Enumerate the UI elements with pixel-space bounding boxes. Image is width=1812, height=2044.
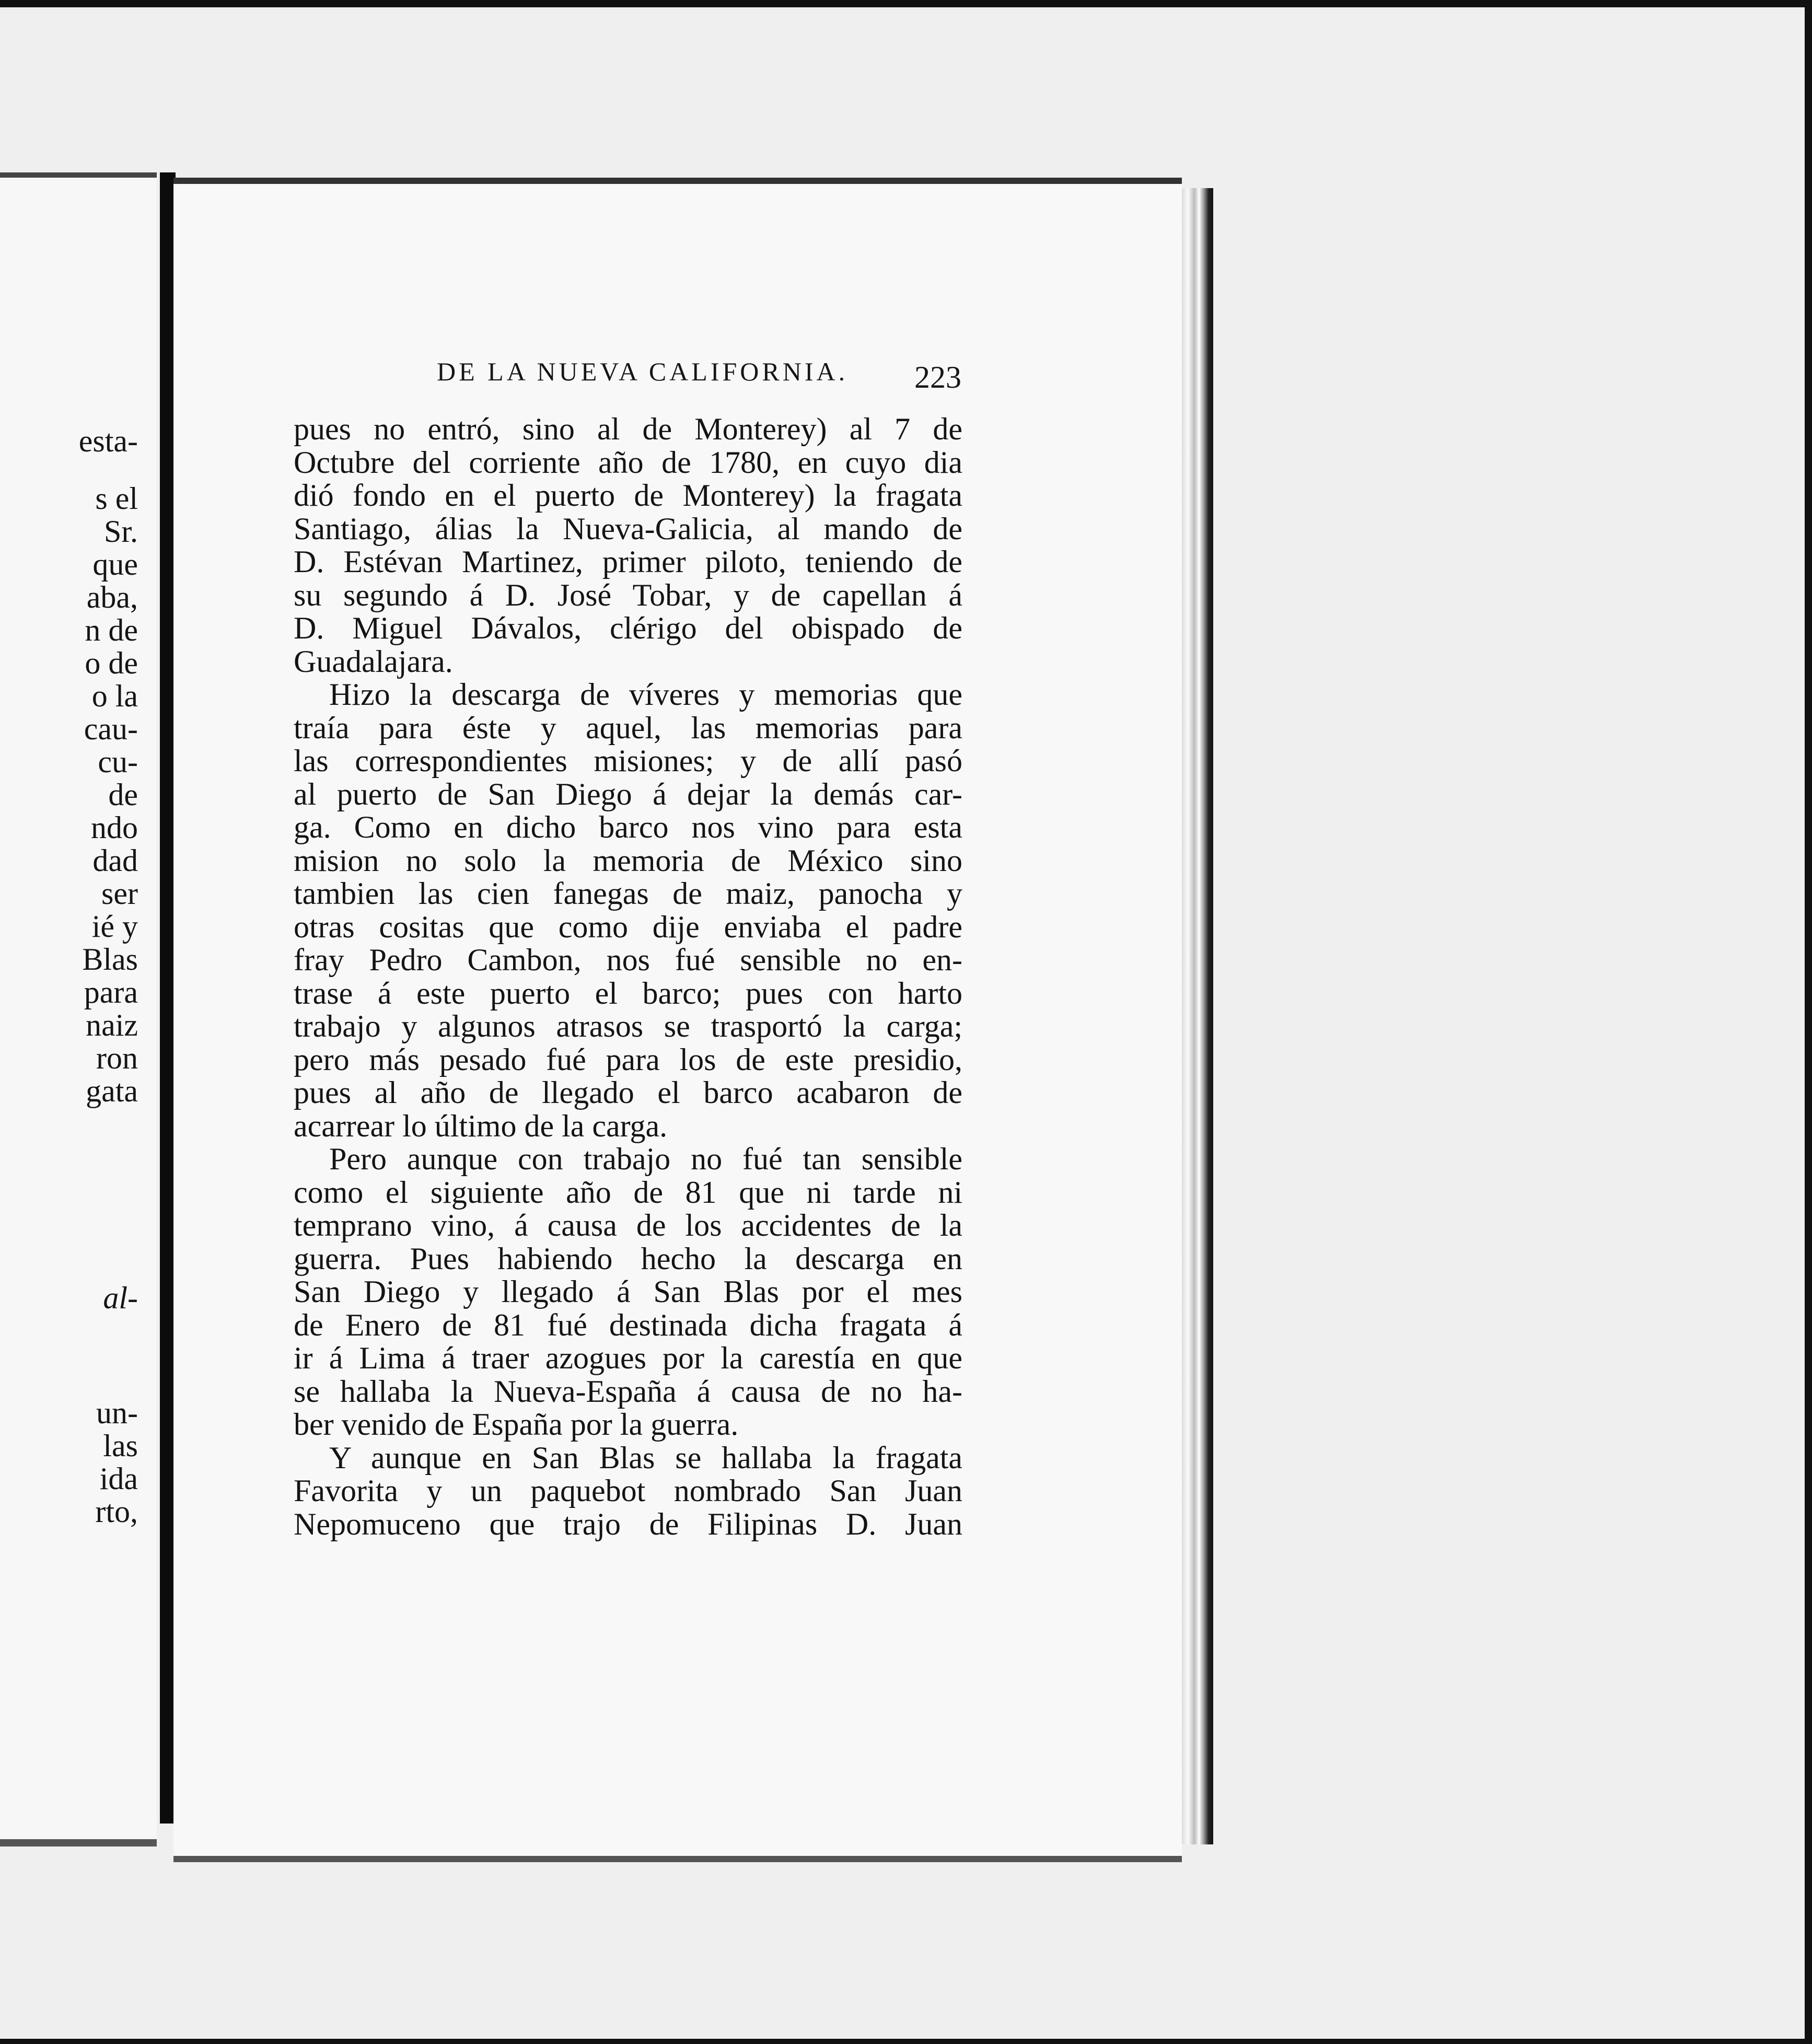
left-page-line: o la (91, 679, 138, 713)
body-line: tambien las cien fanegas de maiz, panocha y (294, 876, 962, 911)
body-line: trabajo y algunos atrasos se trasportó la carga; (294, 1009, 962, 1043)
scan-frame-right (1805, 0, 1812, 2044)
body-line: de Enero de 81 fué destinada dicha fragata á (294, 1307, 962, 1342)
body-line: ga. Como en dicho barco nos vino para esta (294, 810, 962, 844)
body-line: Guadalajara. (294, 644, 453, 679)
body-line: traía para éste y aquel, las memorias para (294, 710, 962, 745)
left-page-line: Sr. (103, 514, 138, 549)
page-number: 223 (914, 360, 961, 394)
body-line: ir á Lima á traer azogues por la carestía en que (294, 1341, 962, 1375)
left-page-line: naiz (86, 1008, 138, 1042)
left-page-line: esta- (78, 424, 138, 458)
left-page-line: ié y (91, 909, 138, 944)
body-line: dió fondo en el puerto de Monterey) la fragata (294, 478, 962, 513)
body-line: como el siguiente año de 81 que ni tarde ni (294, 1175, 962, 1210)
body-line: temprano vino, á causa de los accidentes de la (294, 1208, 962, 1242)
left-page-line: Blas (82, 942, 138, 977)
left-page-line: cau- (84, 712, 138, 746)
left-page-line: un- (96, 1396, 138, 1430)
left-page-line: de (108, 777, 138, 812)
body-line: mision no solo la memoria de México sino (294, 843, 962, 878)
left-page-line: cu- (98, 745, 138, 779)
left-page-line: aba, (86, 580, 138, 614)
left-page-line: ida (99, 1461, 138, 1496)
left-page-line: que (92, 547, 138, 582)
body-line: Y aunque en San Blas se hallaba la fragata (329, 1440, 962, 1475)
body-line: las correspondientes misiones; y de allí pasó (294, 744, 962, 778)
left-page-line: gata (86, 1074, 138, 1108)
body-line: acarrear lo último de la carga. (294, 1108, 668, 1143)
body-line: se hallaba la Nueva-España á causa de no ha- (294, 1374, 962, 1409)
body-text (294, 413, 962, 1541)
body-line: ber venido de España por la guerra. (294, 1407, 739, 1442)
body-line: trase á este puerto el barco; pues con harto (294, 975, 962, 1011)
body-line: Pero aunque con trabajo no fué tan sensible (329, 1142, 962, 1176)
left-page-line: ser (101, 876, 138, 911)
left-page-line: para (84, 975, 138, 1009)
scan-frame-top (0, 0, 1812, 7)
body-line: Nepomuceno que trajo de Filipinas D. Juan (294, 1506, 962, 1541)
left-page-line: rto, (95, 1494, 138, 1529)
left-page-line: s el (95, 481, 138, 516)
left-page-line: al- (103, 1281, 138, 1315)
left-page-line: dad (92, 843, 138, 878)
body-line: su segundo á D. José Tobar, y de capellan á (294, 577, 962, 612)
body-line: Santiago, álias la Nueva-Galicia, al mando de (294, 511, 962, 546)
body-line: Favorita y un paquebot nombrado San Juan (294, 1473, 962, 1508)
body-line: al puerto de San Diego á dejar la demás car- (294, 776, 962, 811)
body-line: San Diego y llegado á San Blas por el mes (294, 1274, 962, 1309)
body-line: guerra. Pues habiendo hecho la descarga en (294, 1241, 962, 1276)
body-line: pues no entró, sino al de Monterey) al 7 de (294, 412, 962, 446)
left-page-line: ndo (91, 810, 138, 845)
body-line: pero más pesado fué para los de este presidio, (294, 1042, 962, 1077)
left-page-line: las (103, 1429, 138, 1463)
body-line: Octubre del corriente año de 1780, en cuyo dia (294, 445, 962, 480)
running-head: DE LA NUEVA CALIFORNIA. (437, 357, 849, 386)
body-line: otras cositas que como dije enviaba el padre (294, 909, 962, 944)
page-edges (1182, 188, 1213, 1844)
left-page (0, 172, 157, 1846)
left-page-line: o de (85, 646, 138, 680)
body-line: D. Estévan Martinez, primer piloto, teniendo de (294, 544, 962, 579)
scan-frame-bottom (0, 2039, 1812, 2044)
left-page-line: ron (96, 1041, 138, 1075)
body-line: Hizo la descarga de víveres y memorias que (329, 677, 962, 712)
body-line: fray Pedro Cambon, nos fué sensible no en- (294, 943, 962, 977)
left-page-line: n de (85, 613, 138, 647)
body-line: D. Miguel Dávalos, clérigo del obispado de (294, 611, 962, 645)
body-line: pues al año de llegado el barco acabaron de (294, 1075, 962, 1110)
